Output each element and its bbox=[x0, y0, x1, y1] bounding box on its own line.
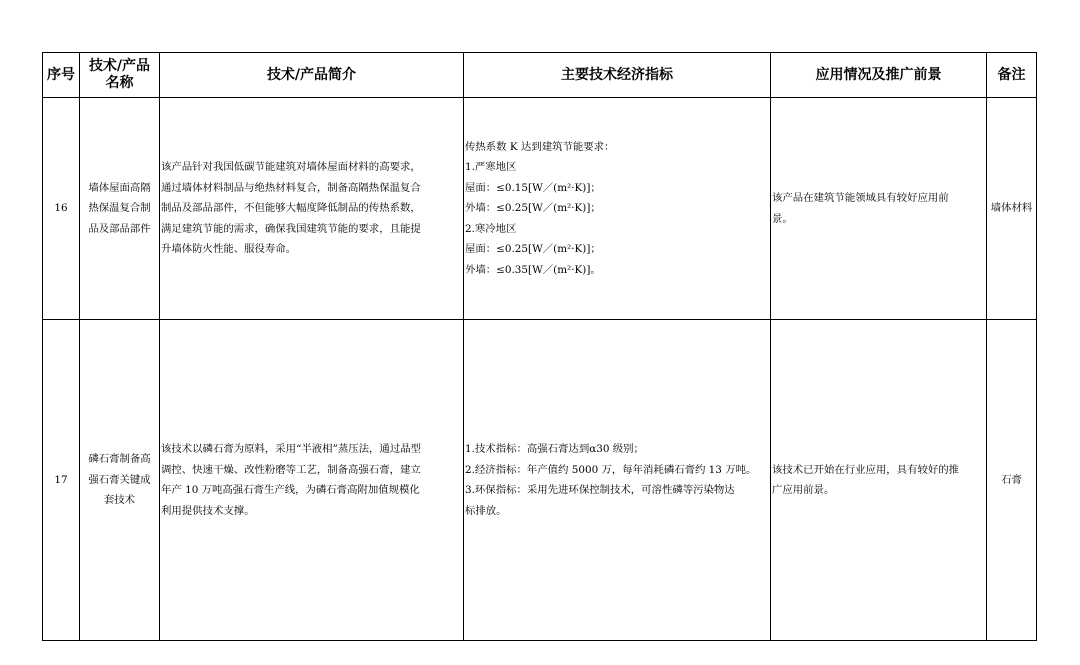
name-line: 品及部品部件 bbox=[88, 222, 151, 235]
table-row bbox=[43, 98, 1037, 320]
row-tech-intro bbox=[160, 320, 464, 641]
row-tech-intro bbox=[160, 98, 464, 320]
header-serial-number: 序号 bbox=[43, 53, 80, 98]
indicator-line: 屋面：≤0.15[W／(m²·K)]； bbox=[465, 181, 601, 194]
name-line: 强石膏关键成 bbox=[88, 473, 151, 486]
table-row bbox=[43, 320, 1037, 641]
header-prospects: 应用情况及推广前景 bbox=[771, 53, 987, 98]
intro-line: 该技术以磷石膏为原料，采用“半液相”蒸压法，通过晶型 bbox=[161, 443, 421, 455]
indicator-line: 外墙：≤0.25[W／(m²·K)]； bbox=[465, 202, 601, 215]
header-indicators: 主要技术经济指标 bbox=[464, 53, 771, 98]
intro-line: 制品及部品部件，不但能够大幅度降低制品的传热系数， bbox=[161, 202, 421, 215]
header-remarks: 备注 bbox=[987, 53, 1037, 98]
row-serial-number: 16 bbox=[43, 98, 80, 320]
prospect-line: 景。 bbox=[772, 212, 793, 225]
name-line: 墙体屋面高隔 bbox=[88, 181, 151, 194]
indicator-line: 3.环保指标：采用先进环保控制技术，可溶性磷等污染物达 bbox=[465, 484, 735, 496]
name-line: 套技术 bbox=[103, 494, 136, 507]
indicator-line: 屋面：≤0.25[W／(m²·K)]； bbox=[465, 243, 601, 256]
indicator-line: 2.经济指标：年产值约 5000 万，每年消耗磷石膏约 13 万吨。 bbox=[465, 463, 757, 476]
header-tech-intro: 技术/产品简介 bbox=[160, 53, 464, 98]
row-remarks: 石膏 bbox=[987, 320, 1037, 641]
table-header-row bbox=[43, 53, 1037, 98]
row-serial-number: 17 bbox=[43, 320, 80, 641]
row-indicators bbox=[464, 98, 771, 320]
row-tech-name bbox=[80, 98, 160, 320]
indicator-line: 2.寒冷地区 bbox=[465, 222, 517, 235]
row-prospects bbox=[771, 98, 987, 320]
header-tech-name bbox=[80, 53, 160, 98]
header-tech-name-line: 技术/产品 bbox=[88, 58, 151, 74]
intro-line: 该产品针对我国低碳节能建筑对墙体屋面材料的高要求， bbox=[161, 161, 421, 174]
indicator-line: 传热系数 K 达到建筑节能要求： bbox=[465, 140, 615, 153]
indicator-line: 标排放。 bbox=[465, 504, 507, 517]
row-indicators bbox=[464, 320, 771, 641]
row-tech-name bbox=[80, 320, 160, 641]
indicator-line: 外墙：≤0.35[W／(m²·K)]。 bbox=[465, 263, 601, 276]
name-line: 热保温复合制 bbox=[88, 202, 151, 215]
row-remarks: 墙体材料 bbox=[987, 98, 1037, 320]
name-line: 磷石膏制备高 bbox=[88, 453, 151, 466]
indicator-line: 1.严寒地区 bbox=[465, 161, 517, 174]
intro-line: 升墙体防火性能、服役寿命。 bbox=[161, 243, 297, 256]
prospect-line: 该产品在建筑节能领域具有较好应用前 bbox=[772, 192, 949, 204]
technology-table bbox=[42, 52, 1037, 641]
row-prospects bbox=[771, 320, 987, 641]
prospect-line: 广应用前景。 bbox=[772, 484, 835, 496]
indicator-line: 1.技术指标：高强石膏达到α30 级别； bbox=[465, 443, 644, 455]
intro-line: 年产 10 万吨高强石膏生产线，为磷石膏高附加值规模化 bbox=[161, 484, 420, 496]
prospect-line: 该技术已开始在行业应用，具有较好的推 bbox=[772, 463, 960, 476]
intro-line: 利用提供技术支撑。 bbox=[161, 504, 255, 517]
intro-line: 通过墙体材料制品与绝热材料复合，制备高隔热保温复合 bbox=[161, 181, 421, 194]
header-tech-name-line: 名称 bbox=[105, 75, 134, 91]
intro-line: 满足建筑节能的需求，确保我国建筑节能的要求，且能提 bbox=[161, 222, 421, 235]
intro-line: 调控、快速干燥、改性粉磨等工艺，制备高强石膏，建立 bbox=[161, 463, 421, 476]
